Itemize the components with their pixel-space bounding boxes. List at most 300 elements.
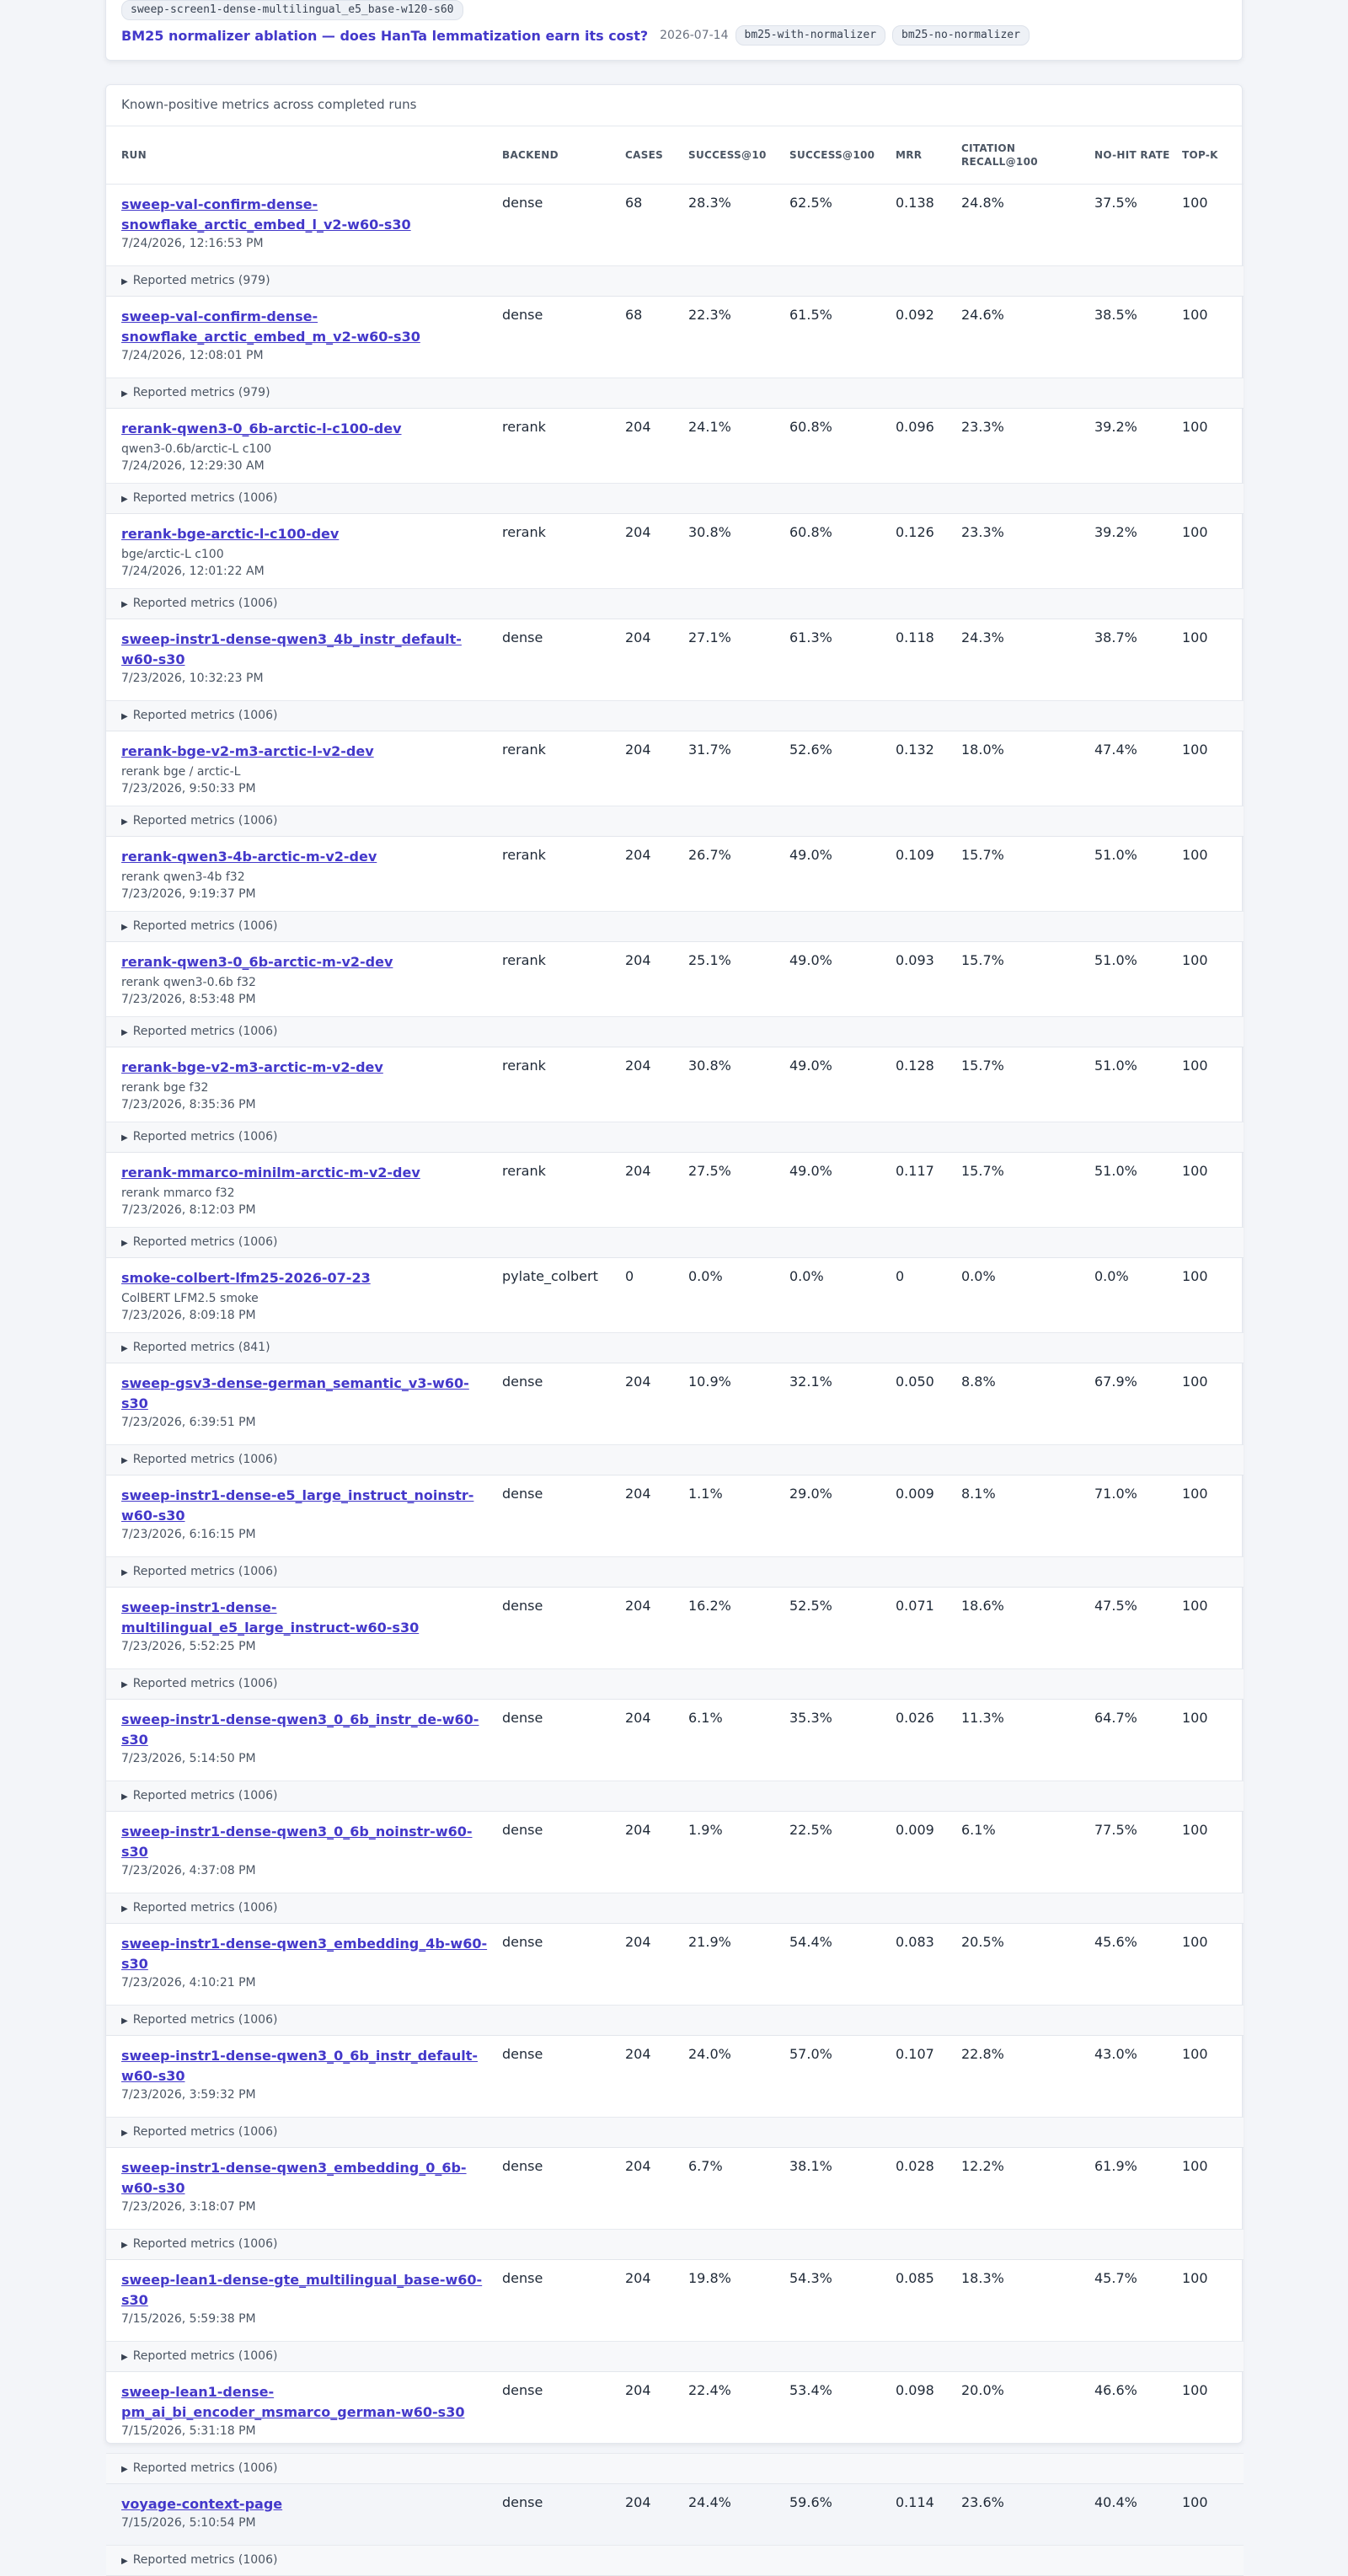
reported-metrics-toggle[interactable]: [121, 2553, 277, 2567]
run-link[interactable]: rerank-qwen3-0_6b-arctic-m-v2-dev: [121, 953, 393, 970]
disclosure-triangle-icon: ▶: [121, 389, 128, 399]
run-cell: [106, 1152, 502, 1227]
success-at-10-cell: 30.8%: [688, 1057, 731, 1074]
mrr-cell: 0.009: [896, 1821, 934, 1838]
disclosure-triangle-icon: ▶: [121, 1792, 128, 1802]
backend-cell: dense: [502, 2381, 543, 2398]
mrr-cell: 0.083: [896, 1933, 934, 1950]
citation-recall-cell: 12.2%: [961, 2157, 1004, 2174]
run-link[interactable]: sweep-gsv3-dense-german_semantic_v3-w60-s30: [121, 1374, 469, 1411]
reported-metrics-label: Reported metrics (1006): [132, 2349, 278, 2363]
success-at-100-cell: 53.4%: [789, 2381, 832, 2398]
cases-cell: 204: [625, 951, 651, 968]
table-row: [106, 1047, 1244, 1122]
run-link[interactable]: sweep-instr1-dense-qwen3_0_6b_instr_default-w60-s30: [121, 2047, 479, 2084]
no-hit-rate-cell: 46.6%: [1094, 2381, 1137, 2398]
success-at-10-cell: 1.9%: [688, 1821, 723, 1838]
reported-metrics-label: Reported metrics (1006): [132, 1565, 278, 1578]
backend-cell: dense: [502, 1373, 543, 1390]
reported-metrics-row: [106, 1556, 1244, 1587]
success-at-100-cell: 57.0%: [789, 2045, 832, 2062]
run-link[interactable]: rerank-qwen3-4b-arctic-m-v2-dev: [121, 848, 377, 865]
reported-metrics-label: Reported metrics (1006): [132, 2461, 278, 2475]
reported-metrics-row: [106, 378, 1244, 408]
reported-metrics-cell: [106, 2341, 1244, 2371]
success-at-100-cell: 49.0%: [789, 846, 832, 863]
cases-cell: 204: [625, 2157, 651, 2174]
reported-metrics-row: [106, 1332, 1244, 1363]
disclosure-triangle-icon: ▶: [121, 1133, 128, 1143]
reported-metrics-row: [106, 2229, 1244, 2259]
run-note: ColBERT LFM2.5 smoke: [121, 1291, 259, 1305]
run-cell: [106, 836, 502, 911]
run-timestamp: 7/23/2026, 4:37:08 PM: [121, 1863, 256, 1877]
experiment-tag-chip[interactable]: bm25-with-normalizer: [736, 25, 886, 46]
run-tag-chip[interactable]: sweep-screen1-dense-multilingual_e5_base-w120-s60: [121, 0, 463, 20]
disclosure-triangle-icon: ▶: [121, 1904, 128, 1914]
no-hit-rate-cell: 45.7%: [1094, 2269, 1137, 2286]
reported-metrics-label: Reported metrics (1006): [132, 1025, 278, 1038]
run-link[interactable]: sweep-lean1-dense-gte_multilingual_base-w60-s30: [121, 2271, 483, 2308]
cases-cell: 68: [625, 194, 643, 211]
run-link[interactable]: sweep-instr1-dense-qwen3_4b_instr_default-w60-s30: [121, 630, 462, 667]
backend-cell: dense: [502, 194, 543, 211]
mrr-cell: 0.009: [896, 1485, 934, 1502]
cases-cell: 204: [625, 1597, 651, 1614]
run-cell: [106, 296, 502, 378]
success-at-100-cell: 52.5%: [789, 1597, 832, 1614]
cases-cell: 204: [625, 846, 651, 863]
reported-metrics-row: [106, 700, 1244, 731]
cases-cell: 204: [625, 2493, 651, 2510]
column-header-success-at-100: SUCCESS@100: [789, 126, 896, 184]
table-row: [106, 1587, 1244, 1668]
run-link[interactable]: sweep-instr1-dense-qwen3_0_6b_instr_de-w60-s30: [121, 1711, 479, 1748]
disclosure-triangle-icon: ▶: [121, 2129, 128, 2138]
run-link[interactable]: sweep-val-confirm-dense-snowflake_arctic_embed_m_v2-w60-s30: [121, 308, 420, 345]
top-k-cell: 100: [1182, 1057, 1208, 1074]
mrr-cell: 0.128: [896, 1057, 934, 1074]
run-timestamp: 7/24/2026, 12:08:01 PM: [121, 348, 264, 362]
top-k-cell: 100: [1182, 1373, 1208, 1390]
reported-metrics-label: Reported metrics (1006): [132, 1130, 278, 1143]
mrr-cell: 0.093: [896, 951, 934, 968]
run-note: rerank mmarco f32: [121, 1186, 235, 1200]
disclosure-triangle-icon: ▶: [121, 712, 128, 721]
no-hit-rate-cell: 39.2%: [1094, 418, 1137, 435]
backend-cell: dense: [502, 306, 543, 323]
reported-metrics-toggle[interactable]: [121, 1565, 277, 1578]
run-timestamp: 7/23/2026, 4:10:21 PM: [121, 1975, 256, 1990]
top-k-cell: 100: [1182, 194, 1208, 211]
run-cell: [106, 1475, 502, 1556]
run-cell: [106, 1587, 502, 1668]
run-link[interactable]: rerank-mmarco-minilm-arctic-m-v2-dev: [121, 1164, 420, 1181]
column-header-mrr: MRR: [896, 126, 961, 184]
mrr-cell: 0.050: [896, 1373, 934, 1390]
success-at-100-cell: 35.3%: [789, 1709, 832, 1726]
citation-recall-cell: 15.7%: [961, 1162, 1004, 1179]
run-note: bge/arctic-L c100: [121, 547, 224, 561]
reported-metrics-toggle[interactable]: [121, 491, 277, 505]
backend-cell: dense: [502, 2269, 543, 2286]
run-link[interactable]: sweep-instr1-dense-e5_large_instruct_noinstr-w60-s30: [121, 1486, 474, 1524]
table-row: [106, 1363, 1244, 1444]
citation-recall-cell: 20.5%: [961, 1933, 1004, 1950]
run-cell: [106, 408, 502, 483]
reported-metrics-toggle[interactable]: [121, 386, 270, 399]
reported-metrics-toggle[interactable]: [121, 709, 277, 722]
table-row: [106, 513, 1244, 588]
success-at-10-cell: 31.7%: [688, 741, 731, 758]
backend-cell: dense: [502, 1485, 543, 1502]
citation-recall-cell: 6.1%: [961, 1821, 996, 1838]
cases-cell: 204: [625, 2045, 651, 2062]
column-header-run: RUN: [106, 126, 502, 184]
top-k-cell: 100: [1182, 1709, 1208, 1726]
backend-cell: rerank: [502, 951, 546, 968]
run-link[interactable]: sweep-lean1-dense-pm_ai_bi_encoder_msmarco_german-w60-s30: [121, 2383, 465, 2420]
cases-cell: 204: [625, 2381, 651, 2398]
disclosure-triangle-icon: ▶: [121, 1568, 128, 1577]
table-row: [106, 408, 1244, 483]
run-timestamp: 7/15/2026, 5:59:38 PM: [121, 2311, 256, 2326]
table-row: [106, 836, 1244, 911]
reported-metrics-row: [106, 806, 1244, 836]
backend-cell: rerank: [502, 1162, 546, 1179]
run-timestamp: 7/23/2026, 5:14:50 PM: [121, 1751, 256, 1765]
column-header-backend: BACKEND: [502, 126, 625, 184]
backend-cell: rerank: [502, 1057, 546, 1074]
success-at-100-cell: 52.6%: [789, 741, 832, 758]
reported-metrics-toggle[interactable]: [121, 1130, 277, 1143]
run-timestamp: 7/23/2026, 6:39:51 PM: [121, 1415, 256, 1429]
run-cell: [106, 2035, 502, 2117]
run-link[interactable]: rerank-bge-v2-m3-arctic-m-v2-dev: [121, 1058, 383, 1075]
disclosure-triangle-icon: ▶: [121, 817, 128, 827]
run-timestamp: 7/23/2026, 8:09:18 PM: [121, 1308, 256, 1322]
reported-metrics-cell: [106, 2005, 1244, 2035]
run-timestamp: 7/23/2026, 9:50:33 PM: [121, 781, 256, 795]
reported-metrics-row: [106, 2453, 1244, 2483]
metrics-table: [106, 126, 1244, 2576]
citation-recall-cell: 23.3%: [961, 418, 1004, 435]
reported-metrics-toggle[interactable]: [121, 919, 277, 933]
run-cell: [106, 1363, 502, 1444]
disclosure-triangle-icon: ▶: [121, 2016, 128, 2026]
citation-recall-cell: 15.7%: [961, 1057, 1004, 1074]
disclosure-triangle-icon: ▶: [121, 2241, 128, 2250]
run-cell: [106, 2147, 502, 2229]
disclosure-triangle-icon: ▶: [121, 600, 128, 609]
column-header-no-hit-rate: NO-HIT RATE: [1094, 126, 1182, 184]
top-k-cell: 100: [1182, 1267, 1208, 1284]
reported-metrics-toggle[interactable]: [121, 1235, 277, 1249]
run-cell: [106, 941, 502, 1016]
column-header-success-at-10: SUCCESS@10: [688, 126, 789, 184]
reported-metrics-label: Reported metrics (1006): [132, 814, 278, 827]
success-at-10-cell: 1.1%: [688, 1485, 723, 1502]
run-link[interactable]: sweep-instr1-dense-multilingual_e5_large_instruct-w60-s30: [121, 1599, 420, 1636]
run-timestamp: 7/23/2026, 5:52:25 PM: [121, 1639, 256, 1653]
table-row: [106, 1923, 1244, 2005]
mrr-cell: 0.126: [896, 523, 934, 540]
run-link[interactable]: voyage-context-page: [121, 2495, 283, 2512]
cases-cell: 204: [625, 2269, 651, 2286]
run-timestamp: 7/24/2026, 12:16:53 PM: [121, 236, 264, 250]
reported-metrics-toggle[interactable]: [121, 2013, 277, 2027]
disclosure-triangle-icon: ▶: [121, 1680, 128, 1690]
mrr-cell: 0.132: [896, 741, 934, 758]
table-row: [106, 2371, 1244, 2453]
backend-cell: pylate_colbert: [502, 1267, 598, 1284]
reported-metrics-row: [106, 265, 1244, 296]
reported-metrics-label: Reported metrics (841): [132, 1341, 270, 1354]
backend-cell: rerank: [502, 741, 546, 758]
no-hit-rate-cell: 0.0%: [1094, 1267, 1129, 1284]
run-timestamp: 7/24/2026, 12:01:22 AM: [121, 564, 265, 578]
table-row: [106, 1152, 1244, 1227]
reported-metrics-toggle[interactable]: [121, 274, 270, 287]
reported-metrics-toggle[interactable]: [121, 2349, 277, 2363]
mrr-cell: 0.098: [896, 2381, 934, 2398]
mrr-cell: 0.118: [896, 629, 934, 645]
run-link[interactable]: sweep-val-confirm-dense-snowflake_arctic_embed_l_v2-w60-s30: [121, 195, 411, 233]
no-hit-rate-cell: 39.2%: [1094, 523, 1137, 540]
run-cell: [106, 1699, 502, 1781]
run-note: rerank bge / arctic-L: [121, 764, 241, 779]
reported-metrics-cell: [106, 1016, 1244, 1047]
cases-cell: 68: [625, 306, 643, 323]
table-row: [106, 1699, 1244, 1781]
reported-metrics-cell: [106, 1444, 1244, 1475]
run-timestamp: 7/24/2026, 12:29:30 AM: [121, 458, 265, 473]
top-k-cell: 100: [1182, 1597, 1208, 1614]
run-link[interactable]: smoke-colbert-lfm25-2026-07-23: [121, 1269, 371, 1286]
success-at-10-cell: 30.8%: [688, 523, 731, 540]
citation-recall-cell: 22.8%: [961, 2045, 1004, 2062]
reported-metrics-cell: [106, 1781, 1244, 1811]
no-hit-rate-cell: 43.0%: [1094, 2045, 1137, 2062]
cases-cell: 204: [625, 1709, 651, 1726]
success-at-10-cell: 22.4%: [688, 2381, 731, 2398]
reported-metrics-label: Reported metrics (1006): [132, 491, 278, 505]
citation-recall-cell: 20.0%: [961, 2381, 1004, 2398]
backend-cell: dense: [502, 1933, 543, 1950]
citation-recall-cell: 24.3%: [961, 629, 1004, 645]
metrics-card: [105, 84, 1243, 2567]
cases-cell: 204: [625, 1485, 651, 1502]
reported-metrics-toggle[interactable]: [121, 2237, 277, 2251]
citation-recall-cell: 18.6%: [961, 1597, 1004, 1614]
backend-cell: rerank: [502, 418, 546, 435]
no-hit-rate-cell: 38.7%: [1094, 629, 1137, 645]
backend-cell: rerank: [502, 523, 546, 540]
run-link[interactable]: sweep-instr1-dense-qwen3_embedding_4b-w60-s30: [121, 1935, 488, 1972]
no-hit-rate-cell: 71.0%: [1094, 1485, 1137, 1502]
reported-metrics-toggle[interactable]: [121, 1453, 277, 1466]
reported-metrics-label: Reported metrics (1006): [132, 2013, 278, 2027]
run-link[interactable]: rerank-bge-arctic-l-c100-dev: [121, 525, 340, 542]
mrr-cell: 0.028: [896, 2157, 934, 2174]
success-at-10-cell: 25.1%: [688, 951, 731, 968]
citation-recall-cell: 23.6%: [961, 2493, 1004, 2510]
run-note: rerank qwen3-4b f32: [121, 870, 245, 884]
no-hit-rate-cell: 47.5%: [1094, 1597, 1137, 1614]
mrr-cell: 0.092: [896, 306, 934, 323]
disclosure-triangle-icon: ▶: [121, 923, 128, 932]
no-hit-rate-cell: 40.4%: [1094, 2493, 1137, 2510]
reported-metrics-toggle[interactable]: [121, 1025, 277, 1038]
citation-recall-cell: 0.0%: [961, 1267, 996, 1284]
run-link[interactable]: rerank-qwen3-0_6b-arctic-l-c100-dev: [121, 420, 402, 436]
citation-recall-cell: 8.1%: [961, 1485, 996, 1502]
reported-metrics-toggle[interactable]: [121, 1789, 277, 1802]
reported-metrics-toggle[interactable]: [121, 1341, 270, 1354]
backend-cell: dense: [502, 629, 543, 645]
experiment-title-link[interactable]: BM25 normalizer ablation — does HanTa lemmatization earn its cost?: [121, 27, 649, 44]
table-row: [106, 1475, 1244, 1556]
reported-metrics-row: [106, 2005, 1244, 2035]
run-cell: [106, 2259, 502, 2341]
run-cell: [106, 2483, 502, 2545]
cases-cell: 204: [625, 1373, 651, 1390]
table-header-row: [106, 126, 1244, 184]
mrr-cell: 0.085: [896, 2269, 934, 2286]
reported-metrics-cell: [106, 2453, 1244, 2483]
success-at-100-cell: 38.1%: [789, 2157, 832, 2174]
no-hit-rate-cell: 77.5%: [1094, 1821, 1137, 1838]
success-at-10-cell: 27.5%: [688, 1162, 731, 1179]
table-row: [106, 1257, 1244, 1332]
no-hit-rate-cell: 47.4%: [1094, 741, 1137, 758]
reported-metrics-cell: [106, 1556, 1244, 1587]
top-k-cell: 100: [1182, 1485, 1208, 1502]
run-cell: [106, 1047, 502, 1122]
citation-recall-cell: 8.8%: [961, 1373, 996, 1390]
reported-metrics-cell: [106, 378, 1244, 408]
reported-metrics-row: [106, 2117, 1244, 2147]
reported-metrics-row: [106, 2341, 1244, 2371]
reported-metrics-toggle[interactable]: [121, 814, 277, 827]
run-timestamp: 7/23/2026, 3:18:07 PM: [121, 2199, 256, 2214]
no-hit-rate-cell: 45.6%: [1094, 1933, 1137, 1950]
no-hit-rate-cell: 37.5%: [1094, 194, 1137, 211]
top-k-cell: 100: [1182, 2157, 1208, 2174]
reported-metrics-toggle[interactable]: [121, 2461, 277, 2475]
reported-metrics-toggle[interactable]: [121, 1677, 277, 1690]
success-at-100-cell: 49.0%: [789, 1057, 832, 1074]
top-k-cell: 100: [1182, 2045, 1208, 2062]
mrr-cell: 0: [896, 1267, 905, 1284]
reported-metrics-label: Reported metrics (979): [132, 274, 270, 287]
success-at-10-cell: 26.7%: [688, 846, 731, 863]
top-k-cell: 100: [1182, 2381, 1208, 2398]
reported-metrics-row: [106, 1893, 1244, 1923]
run-cell: [106, 2371, 502, 2453]
run-link[interactable]: sweep-instr1-dense-qwen3_0_6b_noinstr-w60-s30: [121, 1823, 473, 1860]
cases-cell: 204: [625, 1057, 651, 1074]
no-hit-rate-cell: 38.5%: [1094, 306, 1137, 323]
top-k-cell: 100: [1182, 951, 1208, 968]
experiment-date: 2026-07-14: [660, 29, 729, 42]
no-hit-rate-cell: 67.9%: [1094, 1373, 1137, 1390]
disclosure-triangle-icon: ▶: [121, 277, 128, 287]
reported-metrics-cell: [106, 1668, 1244, 1699]
table-row: [106, 731, 1244, 806]
top-k-cell: 100: [1182, 846, 1208, 863]
backend-cell: dense: [502, 1709, 543, 1726]
reported-metrics-row: [106, 911, 1244, 941]
experiment-tag-chip[interactable]: bm25-no-normalizer: [892, 25, 1030, 46]
citation-recall-cell: 23.3%: [961, 523, 1004, 540]
no-hit-rate-cell: 51.0%: [1094, 1057, 1137, 1074]
reported-metrics-row: [106, 483, 1244, 513]
disclosure-triangle-icon: ▶: [121, 495, 128, 504]
runs-table-body: [106, 184, 1244, 2575]
success-at-10-cell: 24.4%: [688, 2493, 731, 2510]
run-note: rerank bge f32: [121, 1080, 209, 1095]
no-hit-rate-cell: 51.0%: [1094, 846, 1137, 863]
reported-metrics-label: Reported metrics (1006): [132, 1235, 278, 1249]
success-at-10-cell: 28.3%: [688, 194, 731, 211]
reported-metrics-toggle[interactable]: [121, 2125, 277, 2139]
success-at-10-cell: 21.9%: [688, 1933, 731, 1950]
table-row: [106, 941, 1244, 1016]
run-link[interactable]: rerank-bge-v2-m3-arctic-l-v2-dev: [121, 742, 374, 759]
cases-cell: 204: [625, 629, 651, 645]
backend-cell: dense: [502, 1821, 543, 1838]
table-row: [106, 2035, 1244, 2117]
table-row: [106, 2259, 1244, 2341]
success-at-100-cell: 61.3%: [789, 629, 832, 645]
citation-recall-cell: 11.3%: [961, 1709, 1004, 1726]
no-hit-rate-cell: 61.9%: [1094, 2157, 1137, 2174]
backend-cell: dense: [502, 2493, 543, 2510]
cases-cell: 204: [625, 741, 651, 758]
reported-metrics-label: Reported metrics (1006): [132, 2553, 278, 2567]
run-link[interactable]: sweep-instr1-dense-qwen3_embedding_0_6b-w60-s30: [121, 2159, 467, 2196]
run-cell: [106, 513, 502, 588]
table-row: [106, 184, 1244, 265]
success-at-100-cell: 54.3%: [789, 2269, 832, 2286]
run-chip-row: [121, 0, 463, 20]
reported-metrics-cell: [106, 2229, 1244, 2259]
reported-metrics-cell: [106, 2545, 1244, 2575]
success-at-10-cell: 24.0%: [688, 2045, 731, 2062]
reported-metrics-toggle[interactable]: [121, 597, 277, 610]
reported-metrics-cell: [106, 265, 1244, 296]
mrr-cell: 0.138: [896, 194, 934, 211]
run-note: rerank qwen3-0.6b f32: [121, 975, 256, 989]
run-timestamp: 7/23/2026, 9:19:37 PM: [121, 886, 256, 901]
reported-metrics-label: Reported metrics (979): [132, 386, 270, 399]
run-cell: [106, 1923, 502, 2005]
reported-metrics-row: [106, 1227, 1244, 1257]
success-at-10-cell: 6.1%: [688, 1709, 723, 1726]
cases-cell: 204: [625, 418, 651, 435]
success-at-100-cell: 60.8%: [789, 418, 832, 435]
reported-metrics-toggle[interactable]: [121, 1901, 277, 1915]
success-at-100-cell: 29.0%: [789, 1485, 832, 1502]
top-k-cell: 100: [1182, 1933, 1208, 1950]
run-timestamp: 7/15/2026, 5:10:54 PM: [121, 2515, 256, 2530]
table-row: [106, 2147, 1244, 2229]
reported-metrics-row: [106, 1122, 1244, 1152]
metrics-card-title: Known-positive metrics across completed runs: [106, 85, 1242, 126]
backend-cell: dense: [502, 1597, 543, 1614]
top-k-cell: 100: [1182, 629, 1208, 645]
